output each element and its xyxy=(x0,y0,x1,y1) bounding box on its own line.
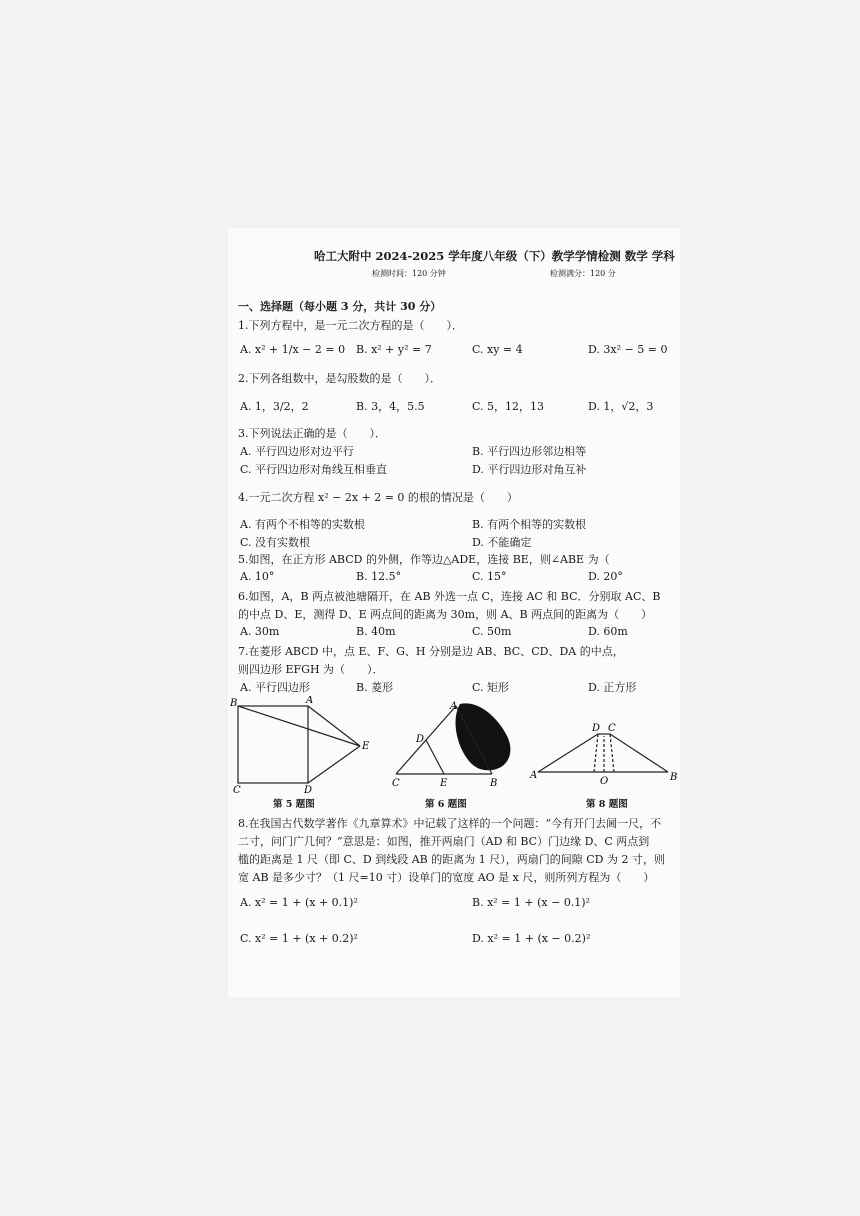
q8-stem-line2: 二寸，问门广几何？”意思是：如图，推开两扇门（AD 和 BC）门边缘 D、C 两点到 xyxy=(238,835,650,848)
q2-option-a: A. 1，3/2，2 xyxy=(240,400,309,413)
q5-stem: 5.如图，在正方形 ABCD 的外侧，作等边△ADE，连接 BE，则∠ABE 为（ xyxy=(238,553,610,566)
fig6-label-c: C xyxy=(392,778,400,789)
q8-stem-line4: 宽 AB 是多少寸？（1 尺=10 寸）设单门的宽度 AO 是 x 尺，则所列方程为（ ） xyxy=(238,871,655,884)
fig8-line-bc xyxy=(610,734,668,772)
q6-stem-line1: 6.如图，A，B 两点被池塘隔开，在 AB 外选一点 C，连接 AC 和 BC．分别取 AC、B xyxy=(238,590,661,603)
q2-stem: 2.下列各组数中，是勾股数的是（ ）． xyxy=(238,372,441,385)
q2-option-b: B. 3，4，5.5 xyxy=(356,400,425,413)
figure-6 xyxy=(388,696,518,796)
q4-option-a: A. 有两个不相等的实数根 xyxy=(240,518,365,531)
fig8-label-b: B xyxy=(670,772,678,783)
fig5-line-ae xyxy=(308,706,360,746)
q3-option-c: C. 平行四边形对角线互相垂直 xyxy=(240,463,388,476)
section-heading: 一、选择题（每小题 3 分，共计 30 分） xyxy=(238,300,442,313)
q7-option-d: D. 正方形 xyxy=(588,681,637,694)
q8-option-a: A. x² = 1 + (x + 0.1)² xyxy=(240,896,358,909)
fig5-label-a: A xyxy=(306,696,314,706)
fig8-label-c: C xyxy=(608,723,616,734)
q5-option-a: A. 10° xyxy=(240,570,275,583)
q3-stem: 3.下列说法正确的是（ ）． xyxy=(238,427,386,440)
fig5-caption: 第 5 题图 xyxy=(273,799,315,810)
fig8-label-d: D xyxy=(592,723,601,734)
q6-option-c: C. 50m xyxy=(472,625,512,638)
fig5-label-b: B xyxy=(230,698,238,709)
q3-option-a: A. 平行四边形对边平行 xyxy=(240,445,354,458)
q5-option-d: D. 20° xyxy=(588,570,623,583)
q7-stem-line1: 7.在菱形 ABCD 中，点 E、F、G、H 分别是边 AB、BC、CD、DA 的中点， xyxy=(238,645,624,658)
q4-option-c: C. 没有实数根 xyxy=(240,536,311,549)
fig5-label-d: D xyxy=(304,785,313,796)
q1-stem: 1.下列方程中，是一元二次方程的是（ ）． xyxy=(238,319,463,332)
q5-option-c: C. 15° xyxy=(472,570,507,583)
q7-stem-line2: 则四边形 EFGH 为（ ）． xyxy=(238,663,384,676)
exam-time: 检测时间：120 分钟 xyxy=(372,269,446,278)
q1-option-c: C. xy = 4 xyxy=(472,343,523,356)
q4-option-d: D. 不能确定 xyxy=(472,536,532,549)
figure-8 xyxy=(528,714,680,794)
fig5-line-de xyxy=(308,746,360,783)
q6-stem-line2: 的中点 D、E，测得 D、E 两点间的距离为 30m，则 A、B 两点间的距离为（ ） xyxy=(238,608,653,621)
fig8-dash-left xyxy=(594,734,598,772)
figure-5 xyxy=(228,696,378,796)
fig6-label-e: E xyxy=(440,778,448,789)
fig8-label-o: O xyxy=(600,776,609,787)
q8-stem-line1: 8.在我国古代数学著作《九章算术》中记载了这样的一个问题：“今有开门去阃一尺，不 xyxy=(238,817,662,830)
fig8-line-ad xyxy=(538,734,598,772)
fig6-line-de xyxy=(426,740,444,774)
q8-option-d: D. x² = 1 + (x − 0.2)² xyxy=(472,932,591,945)
fig5-label-c: C xyxy=(233,785,241,796)
fig6-label-a: A xyxy=(450,701,458,712)
q2-option-d: D. 1，√2，3 xyxy=(588,400,654,413)
q6-option-b: B. 40m xyxy=(356,625,396,638)
q3-option-d: D. 平行四边形对角互补 xyxy=(472,463,587,476)
q6-option-a: A. 30m xyxy=(240,625,280,638)
fig8-caption: 第 8 题图 xyxy=(586,799,628,810)
fig6-label-d: D xyxy=(416,734,425,745)
exam-score: 检测满分：120 分 xyxy=(550,269,616,278)
fig8-label-a: A xyxy=(530,770,538,781)
fig6-label-b: B xyxy=(490,778,498,789)
q6-option-d: D. 60m xyxy=(588,625,628,638)
q7-option-a: A. 平行四边形 xyxy=(240,681,310,694)
q1-option-b: B. x² + y² = 7 xyxy=(356,343,432,356)
exam-title: 哈工大附中 2024-2025 学年度八年级（下）教学学情检测 数学 学科 xyxy=(314,249,675,263)
q8-option-c: C. x² = 1 + (x + 0.2)² xyxy=(240,932,358,945)
fig5-label-e: E xyxy=(362,741,370,752)
q7-option-b: B. 菱形 xyxy=(356,681,394,694)
q8-option-b: B. x² = 1 + (x − 0.1)² xyxy=(472,896,591,909)
q3-option-b: B. 平行四边形邻边相等 xyxy=(472,445,587,458)
q7-option-c: C. 矩形 xyxy=(472,681,510,694)
fig8-dash-right xyxy=(610,734,614,772)
q4-option-b: B. 有两个相等的实数根 xyxy=(472,518,587,531)
q1-option-a: A. x² + 1/x − 2 = 0 xyxy=(240,343,346,356)
q1-option-d: D. 3x² − 5 = 0 xyxy=(588,343,668,356)
q4-stem: 4.一元二次方程 x² − 2x + 2 = 0 的根的情况是（ ） xyxy=(238,491,518,504)
q8-stem-line3: 槛的距离是 1 尺（即 C、D 到线段 AB 的距离为 1 尺），两扇门的间隙 CD 为 2 寸，则 xyxy=(238,853,665,866)
q2-option-c: C. 5，12，13 xyxy=(472,400,545,413)
fig6-caption: 第 6 题图 xyxy=(425,799,467,810)
fig6-pond xyxy=(456,703,511,770)
fig5-line-be xyxy=(238,706,360,746)
q5-option-b: B. 12.5° xyxy=(356,570,402,583)
